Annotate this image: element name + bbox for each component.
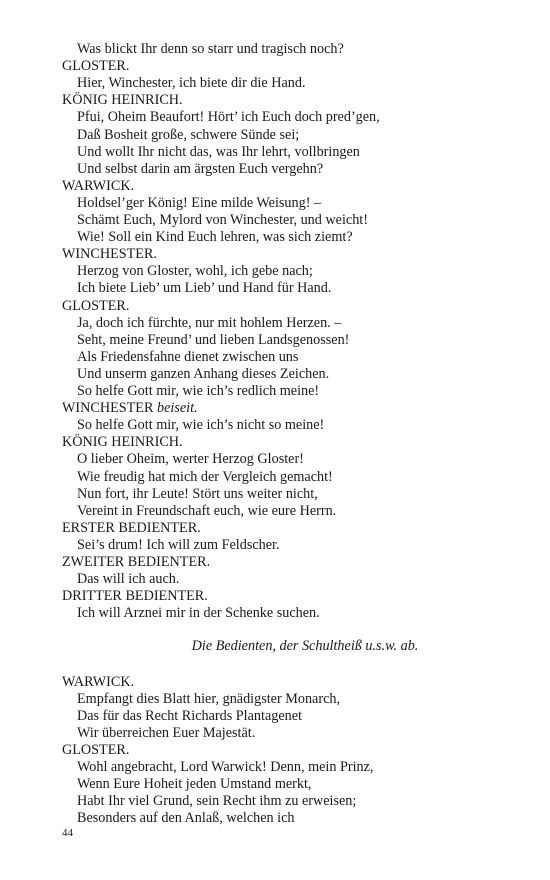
speaker-name: GLOSTER. [62,58,130,75]
verse-line: Daß Bosheit große, schwere Sünde sei; [77,126,300,143]
verse-line: Vereint in Freundschaft euch, wie eure Herrn. [77,502,337,519]
speaker-name [62,400,510,417]
speaker-name: WARWICK. [62,673,135,690]
stage-aside: beiseit. [156,400,198,417]
verse-line: O lieber Oheim, werter Herzog Gloster! [77,451,304,468]
verse-line: So helfe Gott mir, wie ich’s nicht so meine! [77,417,325,434]
verse-line: Wie! Soll ein Kind Euch lehren, was sich ziemt? [77,229,353,246]
speaker-name: DRITTER BEDIENTER. [62,588,208,605]
speaker-name: ERSTER BEDIENTER. [62,519,201,536]
verse-line: Seht, meine Freund’ und lieben Landsgenossen! [77,331,350,348]
verse-line: So helfe Gott mir, wie ich’s redlich meine! [77,383,320,399]
speaker-name: KÖNIG HEINRICH. [62,92,183,109]
verse-line: Habt Ihr viel Grund, sein Recht ihm zu erweisen; [77,793,357,810]
verse-line: Wie freudig hat mich der Vergleich gemacht! [77,468,333,485]
verse-line: Pfui, Oheim Beaufort! Hört’ ich Euch doch pred’gen, [77,109,380,126]
verse-line: Wohl angebracht, Lord Warwick! Denn, mein Prinz, [77,759,374,775]
speaker-name: KÖNIG HEINRICH. [62,434,183,451]
stage-direction: Die Bedienten, der Schultheiß u.s.w. ab. [191,638,419,655]
speaker-name: GLOSTER. [62,297,130,314]
verse-line: Wir überreichen Euer Majestät. [77,724,256,741]
speaker-name: WARWICK. [62,177,135,194]
verse-line: Ja, doch ich fürchte, nur mit hohlem Herzen. – [77,314,342,331]
verse-line: Besonders auf den Anlaß, welchen ich [77,810,295,827]
verse-line: Empfangt dies Blatt hier, gnädigster Monarch, [77,690,341,707]
verse-line: Das will ich auch. [77,571,180,588]
verse-line: Nun fort, ihr Leute! Stört uns weiter nicht, [77,485,318,502]
speaker-name: ZWEITER BEDIENTER. [62,554,211,570]
verse-line: Als Friedensfahne dienet zwischen uns [77,348,299,365]
verse-line: Schämt Euch, Mylord von Winchester, und weicht! [77,212,368,228]
verse-line: Und selbst darin am ärgsten Euch vergehn? [77,160,324,177]
verse-line: Sei’s drum! Ich will zum Feldscher. [77,536,280,553]
verse-line: Hier, Winchester, ich biete dir die Hand. [77,75,306,92]
verse-line: Ich biete Lieb’ um Lieb’ und Hand für Hand. [77,280,332,297]
verse-line: Was blickt Ihr denn so starr und tragisch noch? [77,41,344,57]
verse-line: Herzog von Gloster, wohl, ich gebe nach; [77,263,313,280]
verse-line: Wenn Eure Hoheit jeden Umstand merkt, [77,776,312,793]
page-number: 44 [62,827,73,839]
verse-line: Ich will Arznei mir in der Schenke suchen. [77,605,320,622]
verse-line: Holdsel’ger König! Eine milde Weisung! – [77,194,322,211]
speaker-name-text: WINCHESTER [62,400,154,417]
verse-line: Und wollt Ihr nicht das, was Ihr lehrt, vollbringen [77,143,360,160]
speaker-name: WINCHESTER. [62,246,157,263]
speaker-name: GLOSTER. [62,741,130,758]
verse-line: Das für das Recht Richards Plantagenet [77,707,302,724]
verse-line: Und unserm ganzen Anhang dieses Zeichen. [77,365,330,382]
